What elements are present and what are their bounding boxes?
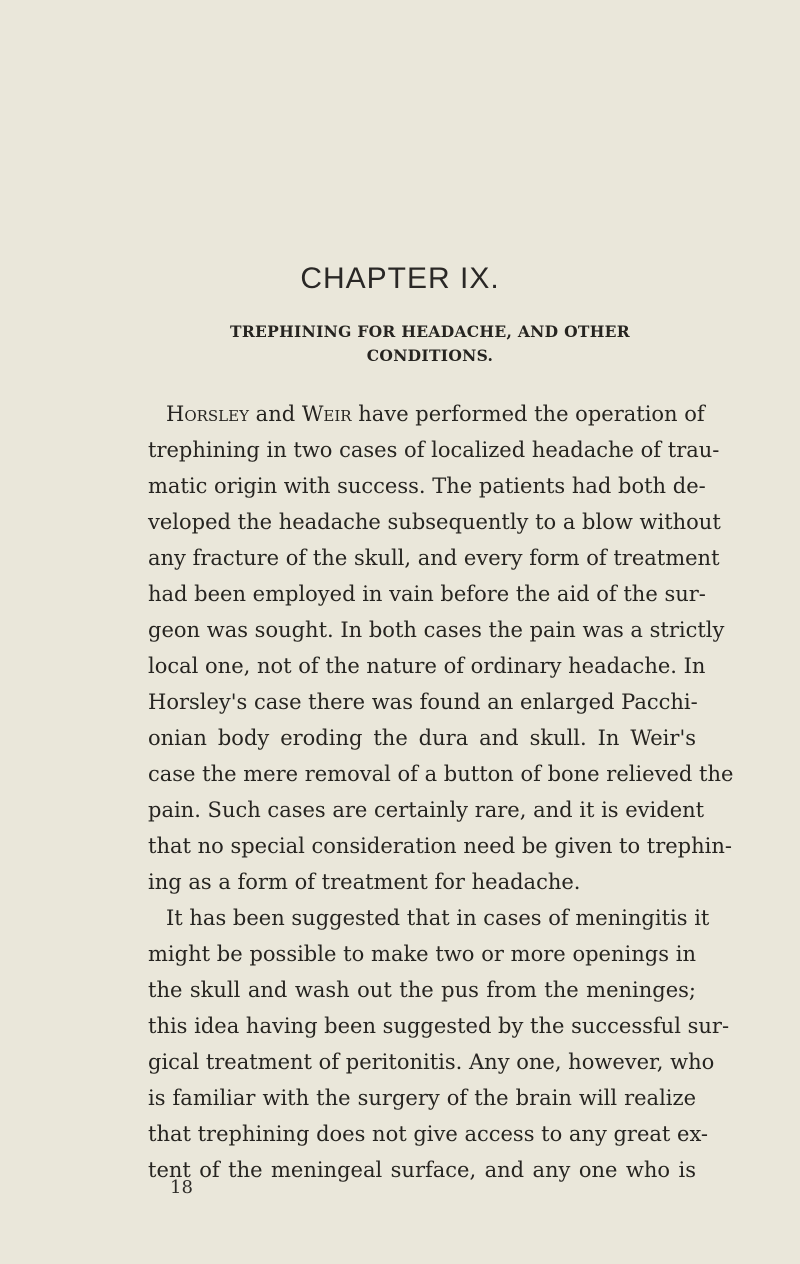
text-line: is familiar with the surgery of the brain will realize [148, 1086, 696, 1110]
chapter-subtitle [200, 320, 660, 368]
text-line: Horsley's case there was found an enlarged Pacchi- [148, 690, 698, 714]
text-line: the skull and wash out the pus from the meninges; [148, 978, 696, 1002]
text-line: ing as a form of treatment for headache. [148, 870, 581, 894]
author-name-weir: Weir [301, 402, 352, 426]
text-line: gical treatment of peritonitis. Any one, however, who [148, 1050, 715, 1074]
text-line: might be possible to make two or more openings in [148, 942, 696, 966]
text-line [148, 396, 705, 432]
text-line: tent of the meningeal surface, and any one who is [148, 1158, 696, 1182]
text-line: local one, not of the nature of ordinary headache. In [148, 654, 706, 678]
text-span: have performed the operation of [351, 402, 705, 426]
text-line: veloped the headache subsequently to a blow without [148, 510, 721, 534]
text-line: case the mere removal of a button of bone relieved the [148, 762, 734, 786]
text-line: onian body eroding the dura and skull. In Weir's [148, 726, 696, 750]
text-line: It has been suggested that in cases of meningitis it [166, 906, 710, 930]
page-number: 18 [170, 1177, 193, 1198]
text-span: and [249, 402, 302, 426]
text-line: matic origin with success. The patients had both de- [148, 474, 706, 498]
chapter-title: CHAPTER IX. [300, 262, 500, 295]
text-line: any fracture of the skull, and every form of treatment [148, 546, 720, 570]
text-line: that trephining does not give access to any great ex- [148, 1122, 709, 1146]
subtitle-line-1: TREPHINING FOR HEADACHE, AND OTHER [230, 322, 630, 341]
text-line: geon was sought. In both cases the pain was a strictly [148, 618, 725, 642]
text-line: trephining in two cases of localized headache of trau- [148, 438, 720, 462]
author-name-horsley: Horsley [166, 402, 249, 426]
body-text [148, 396, 734, 1188]
text-line: had been employed in vain before the aid of the sur- [148, 582, 706, 606]
text-line: that no special consideration need be given to trephin- [148, 834, 732, 858]
subtitle-line-2: CONDITIONS. [366, 346, 494, 365]
text-line: pain. Such cases are certainly rare, and it is evident [148, 798, 705, 822]
text-line: this idea having been suggested by the successful sur- [148, 1014, 730, 1038]
